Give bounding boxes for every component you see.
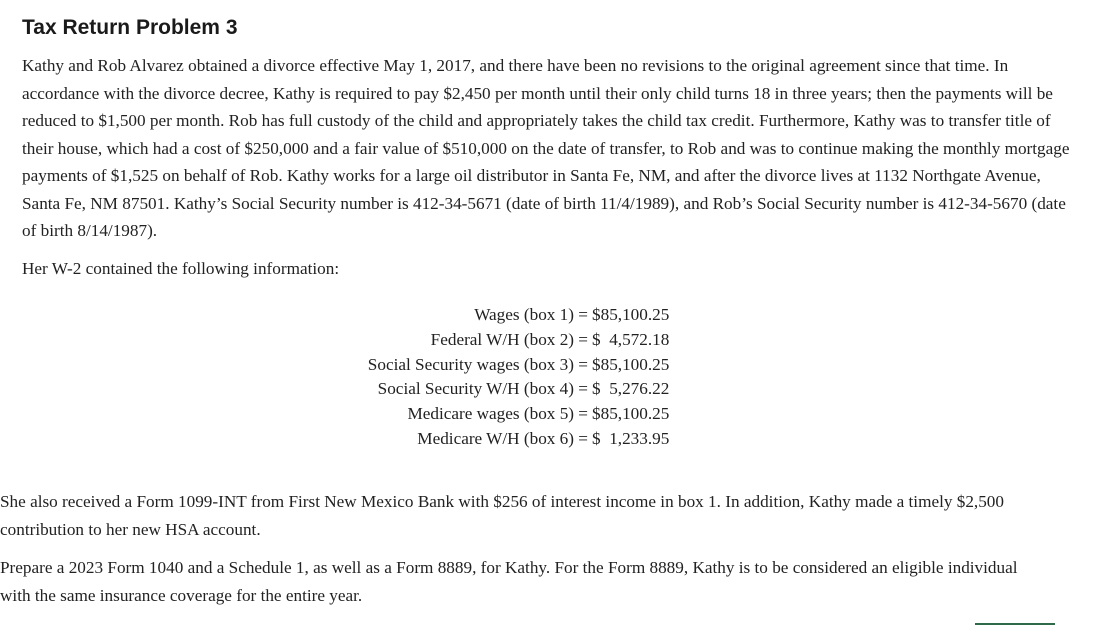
w2-value: $ 4,572.18 — [592, 329, 670, 349]
instructions-paragraph: Prepare a 2023 Form 1040 and a Schedule 1, as well as a Form 8889, for Kathy. For the Form 8889, Kathy is to be considered an eligible individual with the same insurance coverage for the entire year. — [0, 558, 1018, 605]
w2-value: $85,100.25 — [592, 305, 670, 324]
problem-content — [22, 14, 1072, 292]
w2-label: Social Security W/H (box 4) = — [377, 379, 588, 399]
footer-divider — [975, 623, 1055, 625]
w2-value: $ 5,276.22 — [592, 379, 670, 399]
w2-label: Medicare W/H (box 6) = — [417, 428, 588, 448]
w2-value: $ 1,233.95 — [592, 428, 670, 448]
w2-information-table — [0, 303, 1050, 452]
interest-paragraph: She also received a Form 1099-INT from First New Mexico Bank with $256 of interest income in box 1. In addition, Kathy made a timely $2,500 contribution to her new HSA account. — [0, 492, 1004, 539]
w2-label: Medicare wages (box 5) = — [407, 404, 588, 424]
w2-label: Wages (box 1) = — [474, 305, 588, 324]
w2-row-ss-wh — [0, 377, 1050, 402]
w2-intro-paragraph: Her W-2 contained the following information: — [22, 258, 340, 278]
w2-value: $85,100.25 — [592, 404, 670, 424]
lower-content — [0, 488, 1050, 620]
page-title: Tax Return Problem 3 — [22, 16, 238, 39]
w2-value: $85,100.25 — [592, 354, 670, 374]
w2-row-medicare-wh — [0, 427, 1050, 452]
w2-row-medicare-wages — [0, 402, 1050, 427]
w2-row-wages — [0, 303, 1050, 328]
w2-row-federal-wh — [0, 328, 1050, 353]
w2-row-ss-wages — [0, 353, 1050, 378]
w2-label: Social Security wages (box 3) = — [367, 354, 588, 374]
intro-paragraph: Kathy and Rob Alvarez obtained a divorce effective May 1, 2017, and there have been no revisions to the original agreement since that time. In accordance with the divorce decree, Kathy is required to pay $2,450 per month until their only child turns 18 in three years; then the payments will be reduced to $1,500 per month. Rob has full custody of the child and appropriately takes the child tax credit. Furthermore, Kathy was to transfer title of their house, which had a cost of $250,000 and a fair value of $510,000 on the date of transfer, to Rob and was to continue making the monthly mortgage payments of $1,525 on behalf of Rob. Kathy works for a large oil distributor in Santa Fe, NM, and after the divorce lives at 1132 Northgate Avenue, Santa Fe, NM 87501. Kathy’s Social Security number is 412-34-5671 (date of birth 11/4/1989), and Rob’s Social Security number is 412-34-5670 (date of birth 8/14/1987). — [22, 56, 1070, 240]
w2-label: Federal W/H (box 2) = — [430, 329, 588, 349]
